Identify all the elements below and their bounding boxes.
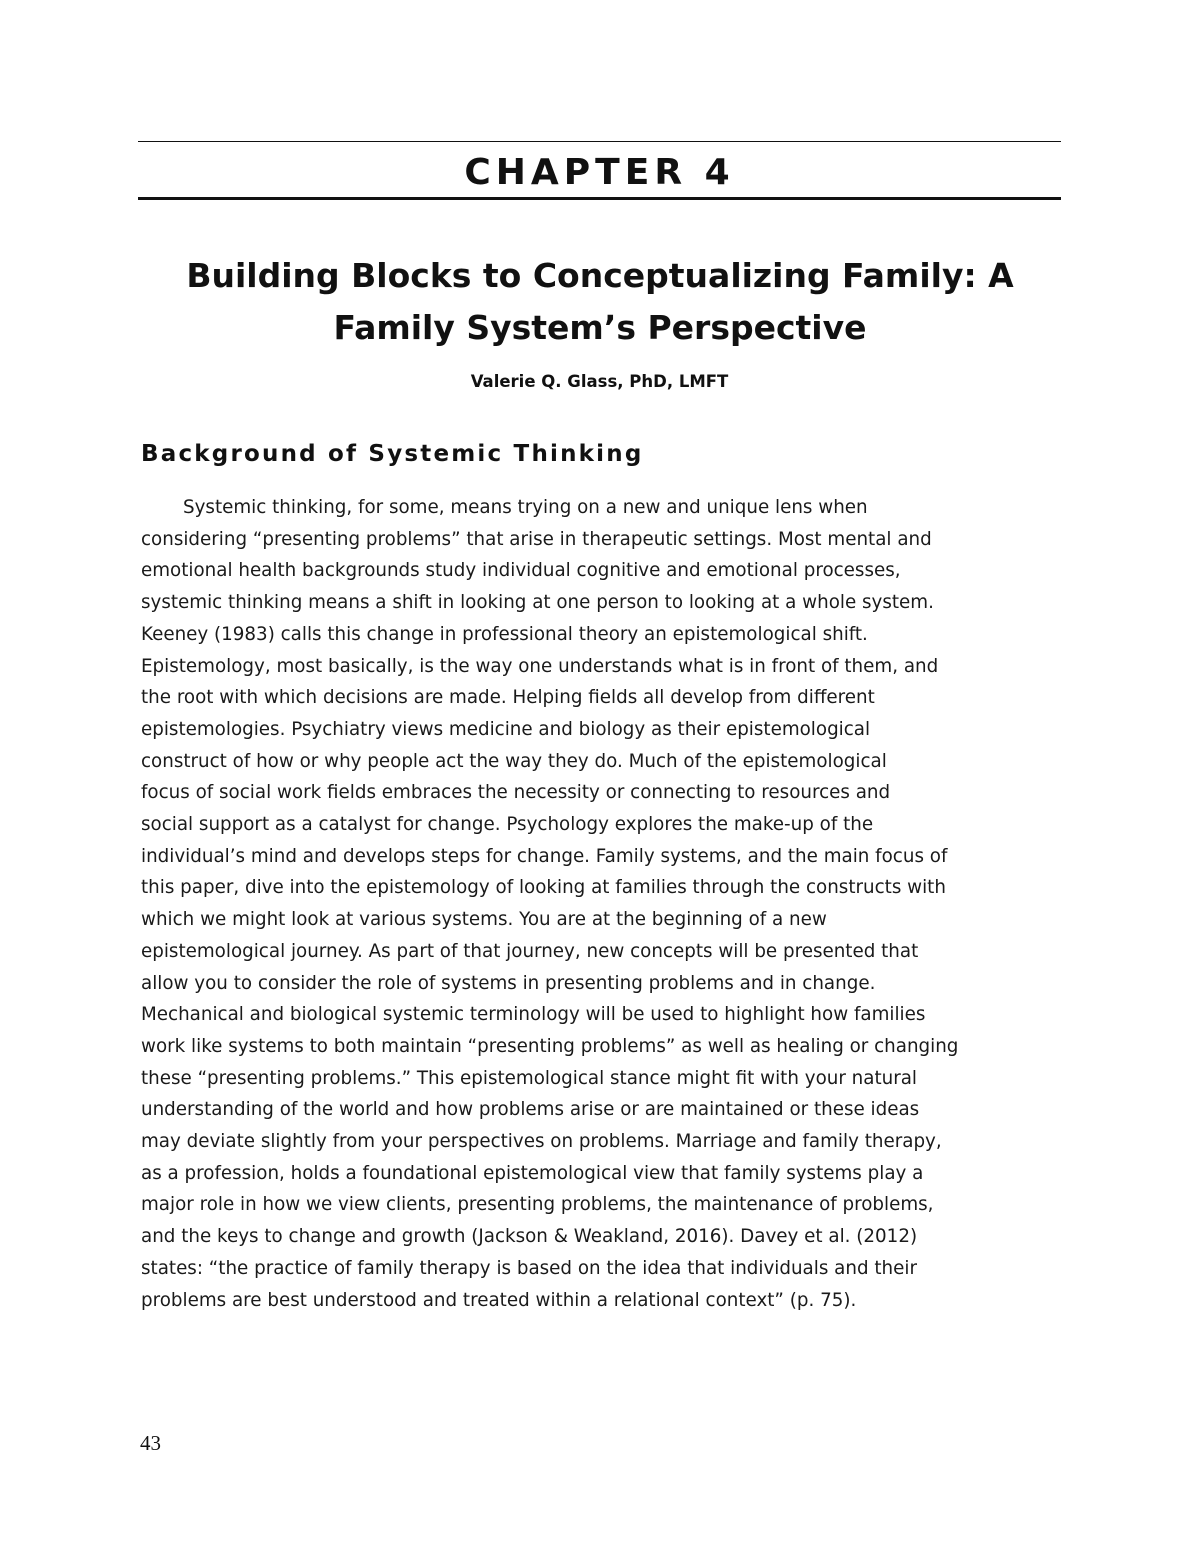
chapter-title [120,250,1080,354]
paragraph-line: Mechanical and biological systemic terminology will be used to highlight how families [141,1004,926,1026]
paragraph-line: social support as a catalyst for change. Psychology explores the make-up of the [141,814,874,836]
paragraph-line: individual’s mind and develops steps for change. Family systems, and the main focus of [141,845,948,867]
author-byline: Valerie Q. Glass, PhD, LMFT [470,372,729,391]
paragraph-line: major role in how we view clients, presenting problems, the maintenance of problems, [141,1194,934,1216]
section-paragraph [141,492,1071,1316]
paragraph-line: the root with which decisions are made. Helping fields all develop from different [141,687,875,709]
chapter-title-line-2: Family System’s Perspective [333,308,867,347]
section-heading: Background of Systemic Thinking [141,441,644,467]
chapter-label: CHAPTER 4 [464,152,735,193]
paragraph-line: states: “the practice of family therapy is based on the idea that individuals and their [141,1257,917,1279]
paragraph-line: considering “presenting problems” that arise in therapeutic settings. Most mental and [141,528,932,550]
paragraph-line: epistemological journey. As part of that journey, new concepts will be presented that [141,940,919,962]
paragraph-line: focus of social work fields embraces the necessity or connecting to resources and [141,782,891,804]
chapter-bottom-rule [138,197,1061,200]
paragraph-line: Systemic thinking, for some, means trying on a new and unique lens when [183,497,868,518]
paragraph-line: understanding of the world and how problems arise or are maintained or these ideas [141,1099,920,1121]
paragraph-line: epistemologies. Psychiatry views medicine and biology as their epistemological [141,718,871,740]
paragraph-line: these “presenting problems.” This epistemological stance might fit with your natural [141,1067,918,1089]
paragraph-line: Keeney (1983) calls this change in professional theory an epistemological shift. [141,623,868,645]
paragraph-line: may deviate slightly from your perspectives on problems. Marriage and family therapy, [141,1131,942,1153]
paragraph-line: and the keys to change and growth (Jackson & Weakland, 2016). Davey et al. (2012) [141,1226,918,1248]
page-number: 43 [140,1431,161,1455]
paragraph-line: construct of how or why people act the way they do. Much of the epistemological [141,750,887,772]
chapter-top-rule [138,141,1061,142]
paragraph-line: this paper, dive into the epistemology of looking at families through the constructs with [141,877,946,899]
paragraph-line: which we might look at various systems. You are at the beginning of a new [141,909,827,931]
paragraph-line: work like systems to both maintain “presenting problems” as well as healing or changing [141,1035,959,1057]
paragraph-line: as a profession, holds a foundational epistemological view that family systems play a [141,1162,924,1184]
paragraph-line: Epistemology, most basically, is the way one understands what is in front of them, and [141,655,939,677]
paragraph-line: emotional health backgrounds study individual cognitive and emotional processes, [141,560,901,582]
chapter-title-line-1: Building Blocks to Conceptualizing Family: A [186,256,1014,295]
paragraph-line: allow you to consider the role of systems in presenting problems and in change. [141,972,876,994]
paragraph-line: systemic thinking means a shift in looking at one person to looking at a whole system. [141,592,934,614]
paragraph-line: problems are best understood and treated within a relational context” (p. 75). [141,1289,857,1311]
